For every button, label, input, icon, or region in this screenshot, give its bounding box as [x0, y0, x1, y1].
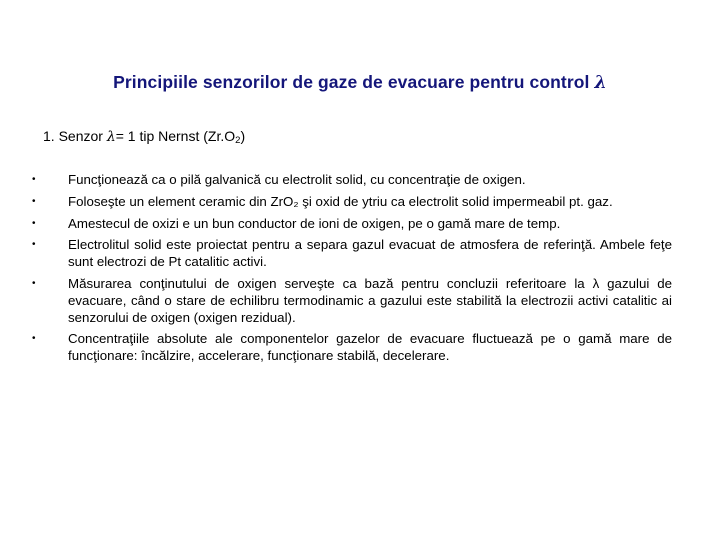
bullet-text: Concentraţiile absolute ale componentelor gazelor de evacuare fluctuează pe o gamă mare de funcţionare: încălzire, accelerare, funcţionare stabilă, decelerare.: [68, 331, 672, 364]
bullet-text: Electrolitul solid este proiectat pentru a separa gazul evacuat de atmosfera de referinţă. Ambele feţe sunt electrozi de Pt catalitic activi.: [68, 237, 672, 270]
bullet-item: [32, 276, 672, 326]
bullet-text: Măsurarea conţinutului de oxigen serveşte ca bază pentru concluzii referitoare la λ gazului de evacuare, când o stare de echilibru termodinamic a gazului este stabilită la electrozii activi catalitic ai senzorului de oxigen (oxigen rezidual).: [68, 275, 672, 325]
bullet-item: [32, 237, 672, 271]
bullet-item: [32, 216, 672, 233]
bullet-item: [32, 194, 672, 211]
slide-title-text: Principiile senzorilor de gaze de evacuare pentru control: [113, 72, 590, 92]
section-heading: [43, 128, 245, 146]
bullet-marker: •: [32, 333, 36, 345]
section-lambda-symbol: λ: [106, 129, 116, 145]
bullet-marker: •: [32, 239, 36, 251]
bullet-marker: •: [32, 217, 36, 229]
section-heading-middle: = 1 tip Nernst (Zr.O: [115, 128, 236, 144]
section-heading-prefix: 1. Senzor: [43, 128, 103, 144]
bullet-text: Funcţionează ca o pilă galvanică cu electrolit solid, cu concentraţie de oxigen.: [68, 172, 526, 187]
slide-title: [0, 72, 720, 93]
bullet-item: [32, 172, 672, 189]
section-heading-suffix: ): [240, 128, 246, 144]
lambda-symbol: λ: [594, 73, 607, 93]
bullet-marker: •: [32, 174, 36, 185]
bullet-marker: •: [32, 277, 36, 289]
bullet-marker: •: [32, 195, 36, 207]
bullet-text: Amestecul de oxizi e un bun conductor de ioni de oxigen, pe o gamă mare de temp.: [68, 215, 561, 231]
bullet-item: [32, 331, 672, 365]
section-heading-subscript: 2: [235, 135, 241, 146]
bullet-text: Foloseşte un element ceramic din ZrO₂ şi oxid de ytriu ca electrolit solid impermeabil pt. gaz.: [68, 193, 613, 209]
bullet-list: [32, 172, 672, 365]
